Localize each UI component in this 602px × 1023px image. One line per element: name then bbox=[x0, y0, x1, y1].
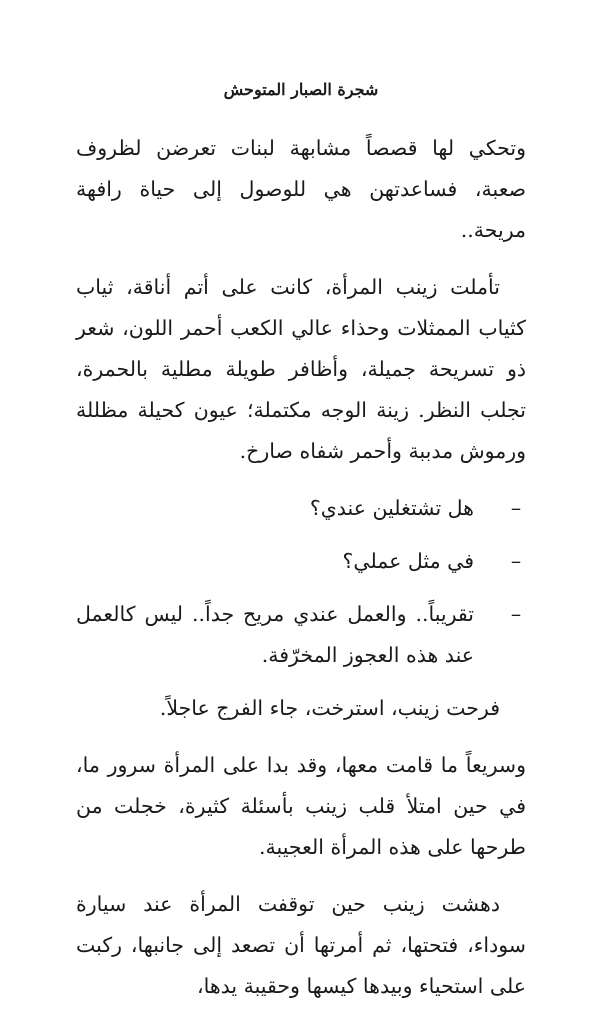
paragraph: تأملت زينب المرأة، كانت على أتم أناقة، ثياب كثياب الممثلات وحذاء عالي الكعب أحمر اللون، شعر ذو تسريحة جميلة، وأظافر طويلة مطلية بالحمرة، تجلب النظر. زينة الوجه مكتملة؛ عيون كحيلة مظللة ورموش مدببة وأحمر شفاه صارخ. bbox=[76, 275, 526, 463]
dialogue-dash: – bbox=[510, 496, 522, 520]
paragraph: فرحت زينب، استرخت، جاء الفرج عاجلاً. bbox=[159, 696, 500, 720]
dialogue-dash: – bbox=[510, 602, 522, 626]
dialogue-text: تقريباً.. والعمل عندي مريح جداً.. ليس كالعمل عند هذه العجوز المخرّفة. bbox=[76, 602, 474, 667]
dialogue-text: في مثل عملي؟ bbox=[342, 549, 474, 573]
dialogue-line bbox=[76, 541, 526, 582]
dialogue-line bbox=[76, 488, 526, 529]
paragraph: وسريعاً ما قامت معها، وقد بدا على المرأة سرور ما، في حين امتلأ قلب زينب بأسئلة كثيرة، خجلت من طرحها على هذه المرأة العجيبة. bbox=[76, 753, 526, 859]
paragraph: وتحكي لها قصصاً مشابهة لبنات تعرضن لظروف صعبة، فساعدتهن هي للوصول إلى حياة رافهة مريحة.. bbox=[76, 136, 526, 242]
body-text bbox=[76, 128, 526, 1023]
dialogue-line bbox=[76, 594, 526, 676]
dialogue-dash: – bbox=[510, 549, 522, 573]
page-title: شجرة الصبار المتوحش bbox=[223, 80, 379, 99]
paragraph: دهشت زينب حين توقفت المرأة عند سيارة سوداء، فتحتها، ثم أمرتها أن تصعد إلى جانبها، ركبت على استحياء وبيدها كيسها وحقيبة يدها، bbox=[76, 892, 526, 998]
dialogue-text: هل تشتغلين عندي؟ bbox=[309, 496, 474, 520]
